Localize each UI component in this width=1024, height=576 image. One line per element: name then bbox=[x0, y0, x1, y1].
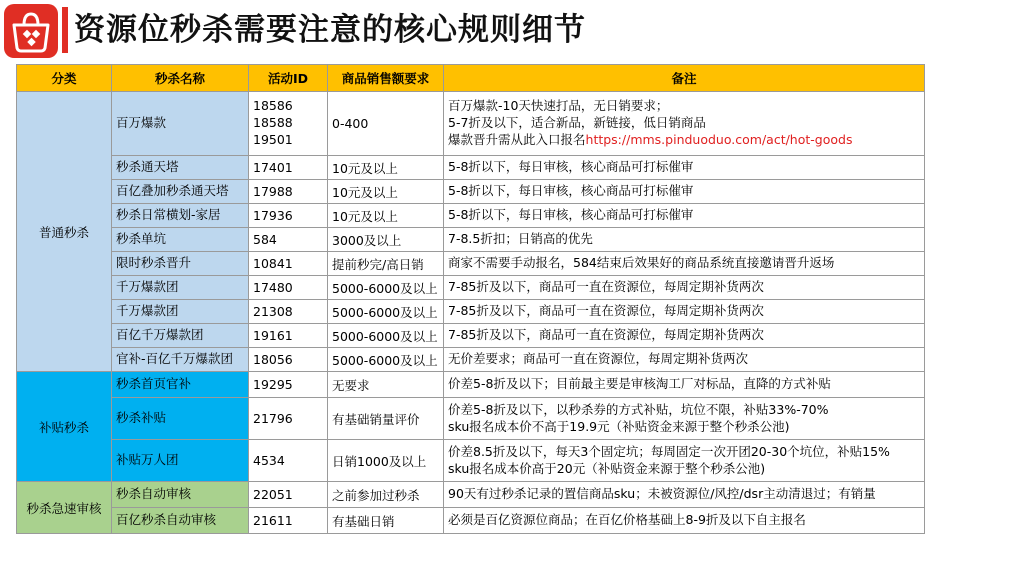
note-text: 百万爆款-10天快速打品，无日销要求； 5-7折及以下，适合新品，新链接，低日销商品 爆款晋升需从此入口报名 bbox=[448, 98, 706, 147]
sales-requirement: 10元及以上 bbox=[328, 156, 444, 180]
category-normal-seckill: 普通秒杀 bbox=[17, 92, 112, 372]
seckill-name: 百亿千万爆款团 bbox=[112, 324, 249, 348]
activity-id: 17401 bbox=[249, 156, 328, 180]
table-row bbox=[17, 482, 925, 508]
activity-id: 17480 bbox=[249, 276, 328, 300]
sales-requirement: 无要求 bbox=[328, 372, 444, 398]
page-title: 资源位秒杀需要注意的核心规则细节 bbox=[74, 12, 586, 48]
activity-id: 19295 bbox=[249, 372, 328, 398]
activity-id: 17936 bbox=[249, 204, 328, 228]
activity-id: 21308 bbox=[249, 300, 328, 324]
table-row bbox=[17, 398, 925, 440]
sales-requirement: 3000及以上 bbox=[328, 228, 444, 252]
activity-id: 18586 18588 19501 bbox=[249, 92, 328, 156]
sales-requirement: 0-400 bbox=[328, 92, 444, 156]
note-cell bbox=[444, 92, 925, 156]
activity-id: 10841 bbox=[249, 252, 328, 276]
table-row bbox=[17, 372, 925, 398]
seckill-name: 千万爆款团 bbox=[112, 276, 249, 300]
note-text: 90天有过秒杀记录的置信商品sku；未被资源位/风控/dsr主动清退过；有销量 bbox=[444, 482, 925, 508]
seckill-name: 限时秒杀晋升 bbox=[112, 252, 249, 276]
note-text: 价差5-8折及以下；目前最主要是审核淘工厂对标品，直降的方式补贴 bbox=[444, 372, 925, 398]
note-text: 必须是百亿资源位商品；在百亿价格基础上8-9折及以下自主报名 bbox=[444, 508, 925, 534]
note-text: 7-85折及以下，商品可一直在资源位，每周定期补货两次 bbox=[444, 276, 925, 300]
seckill-name: 百亿秒杀自动审核 bbox=[112, 508, 249, 534]
seckill-name: 秒杀补贴 bbox=[112, 398, 249, 440]
sales-requirement: 日销1000及以上 bbox=[328, 440, 444, 482]
column-header-activity-id: 活动ID bbox=[249, 65, 328, 92]
note-text: 商家不需要手动报名，584结束后效果好的商品系统直接邀请晋升返场 bbox=[444, 252, 925, 276]
seckill-name: 秒杀单坑 bbox=[112, 228, 249, 252]
table-row bbox=[17, 276, 925, 300]
column-header-name: 秒杀名称 bbox=[112, 65, 249, 92]
table-row bbox=[17, 156, 925, 180]
activity-id: 17988 bbox=[249, 180, 328, 204]
note-text: 5-8折以下，每日审核，核心商品可打标催审 bbox=[444, 180, 925, 204]
table-row bbox=[17, 252, 925, 276]
seckill-name: 百亿叠加秒杀通天塔 bbox=[112, 180, 249, 204]
activity-id: 21611 bbox=[249, 508, 328, 534]
sales-requirement: 5000-6000及以上 bbox=[328, 324, 444, 348]
seckill-name: 官补-百亿千万爆款团 bbox=[112, 348, 249, 372]
seckill-name: 秒杀日常横划-家居 bbox=[112, 204, 249, 228]
note-text: 7-85折及以下，商品可一直在资源位，每周定期补货两次 bbox=[444, 300, 925, 324]
table-header-row bbox=[17, 65, 925, 92]
sales-requirement: 有基础日销 bbox=[328, 508, 444, 534]
activity-id: 22051 bbox=[249, 482, 328, 508]
activity-id: 18056 bbox=[249, 348, 328, 372]
seckill-name: 百万爆款 bbox=[112, 92, 249, 156]
activity-id: 584 bbox=[249, 228, 328, 252]
title-accent-bar bbox=[62, 7, 68, 53]
activity-id: 19161 bbox=[249, 324, 328, 348]
pinduoduo-logo-icon bbox=[4, 4, 58, 58]
seckill-name: 秒杀首页官补 bbox=[112, 372, 249, 398]
sales-requirement: 有基础销量评价 bbox=[328, 398, 444, 440]
table-row bbox=[17, 228, 925, 252]
column-header-category: 分类 bbox=[17, 65, 112, 92]
sales-requirement: 提前秒完/高日销 bbox=[328, 252, 444, 276]
note-text: 7-8.5折扣；日销高的优先 bbox=[444, 228, 925, 252]
note-text: 无价差要求；商品可一直在资源位，每周定期补货两次 bbox=[444, 348, 925, 372]
table-row bbox=[17, 508, 925, 534]
column-header-notes: 备注 bbox=[444, 65, 925, 92]
table-row bbox=[17, 204, 925, 228]
hot-goods-link[interactable]: https://mms.pinduoduo.com/act/hot-goods bbox=[585, 131, 853, 147]
category-subsidy-seckill: 补贴秒杀 bbox=[17, 372, 112, 482]
sales-requirement: 5000-6000及以上 bbox=[328, 348, 444, 372]
sales-requirement: 10元及以上 bbox=[328, 204, 444, 228]
table-row bbox=[17, 92, 925, 156]
sales-requirement: 10元及以上 bbox=[328, 180, 444, 204]
note-text: 5-8折以下，每日审核，核心商品可打标催审 bbox=[444, 204, 925, 228]
table-row bbox=[17, 440, 925, 482]
activity-id: 21796 bbox=[249, 398, 328, 440]
note-text: 5-8折以下，每日审核，核心商品可打标催审 bbox=[444, 156, 925, 180]
table-row bbox=[17, 324, 925, 348]
category-fast-review-seckill: 秒杀急速审核 bbox=[17, 482, 112, 534]
table-row bbox=[17, 180, 925, 204]
seckill-name: 补贴万人团 bbox=[112, 440, 249, 482]
note-text: 价差5-8折及以下，以秒杀券的方式补贴，坑位不限，补贴33%-70% sku报名成本价不高于19.9元（补贴资金来源于整个秒杀公池) bbox=[444, 398, 925, 440]
table-row bbox=[17, 348, 925, 372]
sales-requirement: 5000-6000及以上 bbox=[328, 276, 444, 300]
sales-requirement: 之前参加过秒杀 bbox=[328, 482, 444, 508]
seckill-name: 秒杀自动审核 bbox=[112, 482, 249, 508]
activity-id: 4534 bbox=[249, 440, 328, 482]
column-header-sales-requirement: 商品销售额要求 bbox=[328, 65, 444, 92]
note-text: 7-85折及以下，商品可一直在资源位，每周定期补货两次 bbox=[444, 324, 925, 348]
note-text: 价差8.5折及以下，每天3个固定坑；每周固定一次开团20-30个坑位，补贴15% sku报名成本价高于20元（补贴资金来源于整个秒杀公池) bbox=[444, 440, 925, 482]
sales-requirement: 5000-6000及以上 bbox=[328, 300, 444, 324]
rules-table bbox=[16, 64, 925, 534]
table-row bbox=[17, 300, 925, 324]
seckill-name: 千万爆款团 bbox=[112, 300, 249, 324]
seckill-name: 秒杀通天塔 bbox=[112, 156, 249, 180]
